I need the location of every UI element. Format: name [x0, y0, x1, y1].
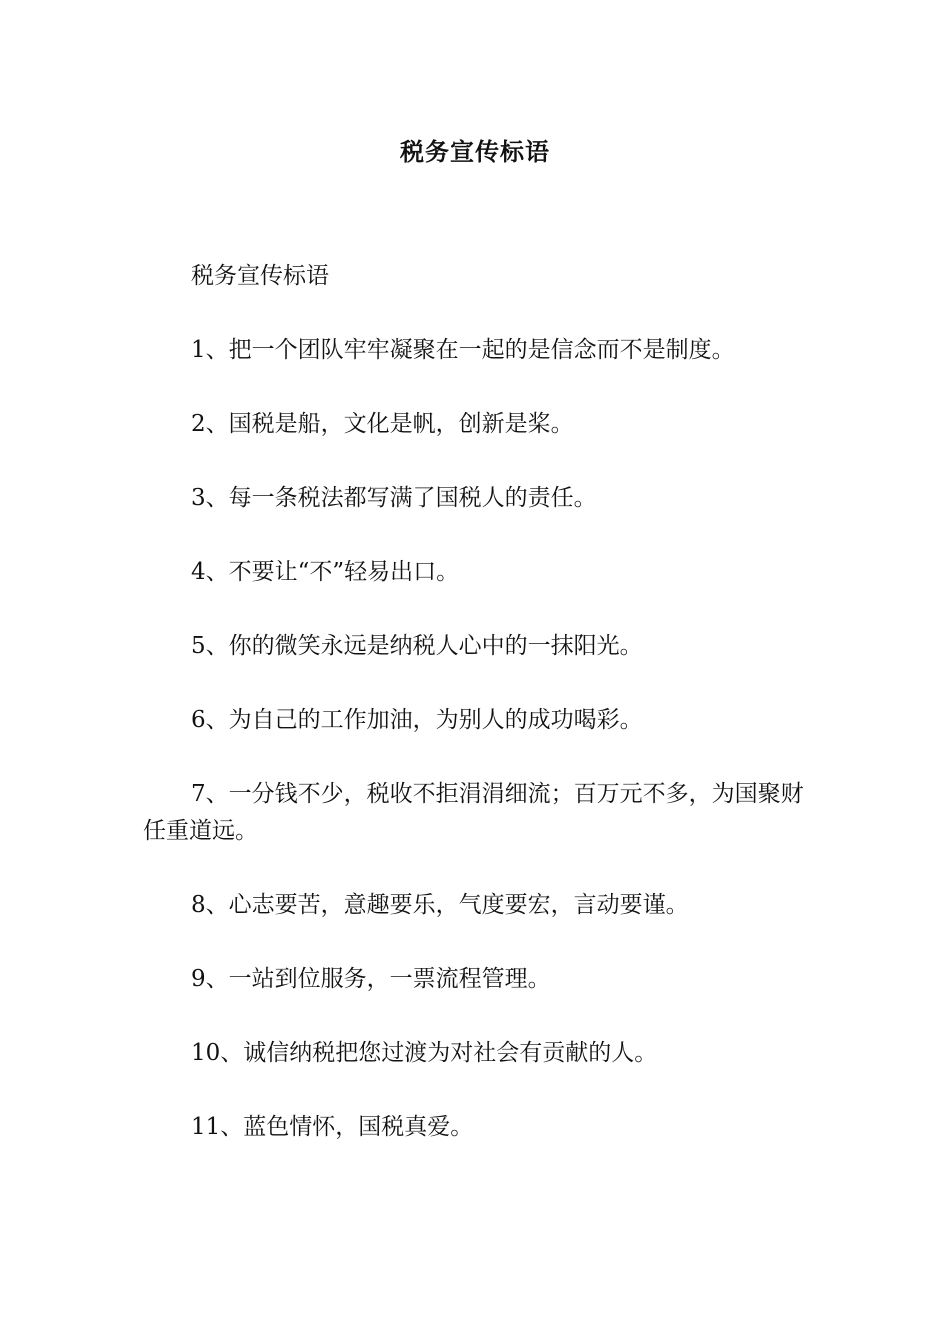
slogan-item: 11、蓝色情怀，国税真爱。	[191, 1114, 474, 1140]
slogan-item: 6、为自己的工作加油，为别人的成功喝彩。	[191, 707, 643, 733]
slogan-item: 8、心志要苦，意趣要乐，气度要宏，言动要谨。	[191, 892, 689, 918]
slogan-item: 1、把一个团队牢牢凝聚在一起的是信念而不是制度。	[191, 337, 735, 363]
slogan-item: 5、你的微笑永远是纳税人心中的一抹阳光。	[191, 633, 643, 659]
document-body	[143, 258, 813, 1183]
slogan-item: 7、一分钱不少，税收不拒涓涓细流；百万元不多，为国聚财任重道远。	[143, 781, 804, 844]
slogan-item: 9、一站到位服务，一票流程管理。	[191, 966, 551, 992]
slogan-item: 2、国税是船，文化是帆，创新是桨。	[191, 411, 574, 437]
slogan-item: 10、诚信纳税把您过渡为对社会有贡献的人。	[191, 1040, 658, 1066]
slogan-item: 3、每一条税法都写满了国税人的责任。	[191, 485, 597, 511]
paragraph-heading: 税务宣传标语	[191, 263, 329, 289]
document-title: 税务宣传标语	[400, 137, 550, 166]
slogan-item: 4、不要让“不”轻易出口。	[191, 559, 460, 585]
